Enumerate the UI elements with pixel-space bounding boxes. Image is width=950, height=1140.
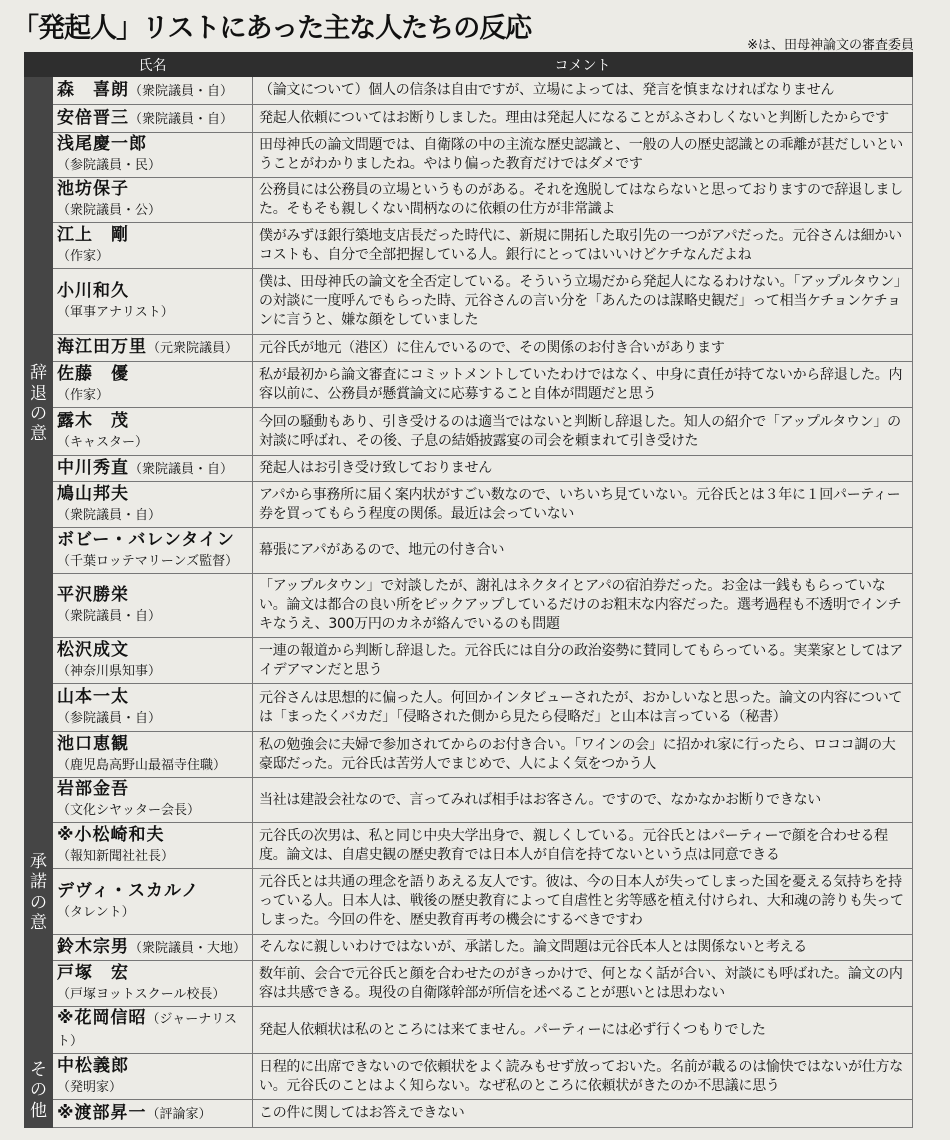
group-label-cell (25, 77, 53, 732)
group-label: そ の 他 (30, 1059, 47, 1121)
table-row (25, 935, 913, 961)
name-cell (53, 335, 253, 362)
table-body (25, 77, 913, 1128)
reactions-table-container (24, 52, 912, 1128)
table-row (25, 77, 913, 105)
name-cell (53, 684, 253, 732)
person-name: 池口恵観 (57, 733, 129, 754)
person-affiliation: （鹿児島高野山最福寺住職） (57, 757, 227, 773)
person-name: ※渡部昇一 (57, 1102, 147, 1123)
person-name: 鈴木宗男 (57, 936, 129, 957)
table-row (25, 105, 913, 133)
table-row (25, 684, 913, 732)
comment-cell: 今回の騒動もあり、引き受けるのは適当ではないと判断し辞退した。知人の紹介で「アップルタウン」の対談に呼ばれ、その後、子息の結婚披露宴の司会を頼まれて引き受けた (253, 408, 913, 456)
name-cell (53, 869, 253, 935)
person-name: ※花岡信昭 (57, 1008, 147, 1028)
comment-cell: 数年前、会合で元谷氏と顔を合わせたのがきっかけで、何となく話が合い、対談にも呼ばれた。論文の内容は共感できる。現役の自衛隊幹部が所信を述べることが悪いとは思わない (253, 961, 913, 1007)
comment-cell: 公務員には公務員の立場というものがある。それを逸脱してはならないと思っておりますので辞退しました。そもそも親しくない間柄なのに依頼の仕方が非常識よ (253, 178, 913, 223)
table-row (25, 335, 913, 362)
person-affiliation: （戸塚ヨットスクール校長） (57, 986, 226, 1002)
comment-cell: 私が最初から論文審査にコミットメントしていたわけではなく、中身に責任が持てないから辞退した。内容以前に、公務員が懸賞論文に応募すること自体が問題だと思う (253, 362, 913, 408)
person-affiliation: （キャスター） (57, 434, 149, 450)
name-cell (53, 105, 253, 133)
name-cell (53, 77, 253, 105)
article-title: 「発起人」リストにあった主な人たちの反応 (12, 13, 532, 44)
header-comment: コメント (253, 53, 913, 77)
person-affiliation: （ジャーナリスト） (57, 1012, 238, 1049)
person-affiliation: （衆院議員・公） (57, 203, 162, 218)
table-row (25, 456, 913, 482)
header-group (25, 53, 53, 77)
comment-cell: 発起人依頼状は私のところには来てません。パーティーには必ず行くつもりでした (253, 1007, 913, 1054)
table-row (25, 1007, 913, 1054)
comment-cell: 私の勉強会に夫婦で参加されてからのお付き合い。「ワインの会」に招かれ家に行ったら、ロココ調の大豪邸だった。元谷氏は苦労人でまじめで、人によく気をつかう人 (253, 732, 913, 778)
table-row (25, 869, 913, 935)
person-name: 森 喜朗 (57, 79, 129, 100)
table-row (25, 178, 913, 223)
person-affiliation: （衆院議員・自） (129, 83, 234, 99)
person-affiliation: （発明家） (57, 1079, 123, 1095)
person-name: 露木 茂 (57, 410, 129, 431)
name-cell (53, 638, 253, 684)
table-row (25, 778, 913, 823)
comment-cell: アパから事務所に届く案内状がすごい数なので、いちいち見ていない。元谷氏とは３年に１回パーティー券を買ってもらう程度の関係。最近は会っていない (253, 482, 913, 528)
person-affiliation: （軍事アナリスト） (57, 304, 174, 320)
comment-cell: 元谷さんは思想的に偏った人。何回かインタビューされたが、おかしいなと思った。論文の内容については「まったくバカだ」「侵略された側から見たら侵略だ」と山本は言っている（秘書） (253, 684, 913, 732)
person-name: ※小松崎和夫 (57, 824, 165, 845)
person-affiliation: （タレント） (57, 904, 135, 920)
name-cell (53, 935, 253, 961)
person-name: 山本一太 (57, 686, 129, 707)
table-row (25, 133, 913, 178)
name-cell (53, 456, 253, 482)
table-row (25, 482, 913, 528)
name-cell (53, 178, 253, 223)
group-label-cell (25, 732, 53, 1054)
name-cell (53, 1054, 253, 1100)
comment-cell: 田母神氏の論文問題では、自衛隊の中の主流な歴史認識と、一般の人の歴史認識との乖離が甚だしいということがわかりましたね。やはり偏った教育だけではダメです (253, 133, 913, 178)
name-cell (53, 482, 253, 528)
person-affiliation: （衆院議員・自） (57, 608, 162, 624)
person-name: 戸塚 宏 (57, 962, 129, 983)
person-name: 池坊保子 (57, 179, 129, 199)
name-cell (53, 408, 253, 456)
group-label: 辞 退 の 意 (30, 363, 47, 445)
comment-cell: 僕は、田母神氏の論文を全否定している。そういう立場だから発起人になるわけない。「アップルタウン」の対談に一度呼んでもらった時、元谷さんの言い分を「あんたのは謀略史観だ」って相当ケチョンケチョンに言うと、嫌な顔をしていました (253, 269, 913, 335)
table-row (25, 574, 913, 638)
person-affiliation: （作家） (57, 248, 110, 264)
name-cell (53, 133, 253, 178)
comment-cell: この件に関してはお答えできない (253, 1100, 913, 1128)
reactions-table (24, 52, 913, 1128)
name-cell (53, 574, 253, 638)
person-affiliation: （参院議員・自） (57, 710, 162, 726)
group-label: 承 諾 の 意 (30, 851, 47, 933)
person-name: 松沢成文 (57, 639, 129, 660)
table-row (25, 269, 913, 335)
comment-cell: 元谷氏が地元（港区）に住んでいるので、その関係のお付き合いがあります (253, 335, 913, 362)
table-row (25, 408, 913, 456)
person-affiliation: （衆院議員・自） (57, 507, 162, 523)
person-name: 中川秀直 (57, 457, 129, 478)
person-name: 鳩山邦夫 (57, 483, 129, 504)
name-cell (53, 223, 253, 269)
table-header-row (25, 53, 913, 77)
comment-cell: 「アップルタウン」で対談したが、謝礼はネクタイとアパの宿泊券だった。お金は一銭ももらっていない。論文は都合の良い所をピックアップしているだけのお粗末な内容だった。選考過程も不透明でインチキなうえ、300万円のカネが絡んでいるのも問題 (253, 574, 913, 638)
table-row (25, 638, 913, 684)
comment-cell: （論文について）個人の信条は自由ですが、立場によっては、発言を慎まなければなりません (253, 77, 913, 105)
person-affiliation: （衆院議員・自） (129, 461, 234, 477)
person-name: 安倍晋三 (57, 107, 129, 128)
person-name: ボビー・バレンタイン (57, 529, 235, 550)
person-name: 岩部金吾 (57, 779, 129, 799)
reviewer-note: ※は、田母神論文の審査委員 (747, 38, 914, 53)
name-cell (53, 362, 253, 408)
comment-cell: 当社は建設会社なので、言ってみれば相手はお客さん。ですので、なかなかお断りできない (253, 778, 913, 823)
person-name: 浅尾慶一郎 (57, 134, 147, 154)
person-name: 江上 剛 (57, 224, 129, 245)
table-row (25, 961, 913, 1007)
person-name: 中松義郎 (57, 1055, 129, 1076)
person-affiliation: （作家） (57, 387, 110, 403)
table-row (25, 362, 913, 408)
comment-cell: 僕がみずほ銀行築地支店長だった時代に、新規に開拓した取引先の一つがアパだった。元谷さんは細かいコストも、自分で全部把握している人。銀行にとってはいいけどケチなんだよね (253, 223, 913, 269)
person-affiliation: （衆院議員・自） (129, 111, 234, 127)
comment-cell: 日程的に出席できないので依頼状をよく読みもせず放っておいた。名前が載るのは愉快ではないが仕方ない。元谷氏のことはよく知らない。なぜ私のところに依頼状がきたのか不思議に思う (253, 1054, 913, 1100)
person-affiliation: （神奈川県知事） (57, 663, 162, 679)
name-cell (53, 823, 253, 869)
comment-cell: 一連の報道から判断し辞退した。元谷氏には自分の政治姿勢に賛同してもらっている。実業家としてはアイデアマンだと思う (253, 638, 913, 684)
name-cell (53, 778, 253, 823)
name-cell (53, 732, 253, 778)
comment-cell: 元谷氏とは共通の理念を語りあえる友人です。彼は、今の日本人が失ってしまった国を憂える気持ちを持っている人。日本人は、戦後の歴史教育によって自虐性と劣等感を植え付けられ、大和魂の誇りも失ってしまった。今回の件を、歴史教育再考の機会にするべきですわ (253, 869, 913, 935)
person-name: 海江田万里 (57, 337, 147, 357)
name-cell (53, 269, 253, 335)
comment-cell: 発起人依頼についてはお断りしました。理由は発起人になることがふさわしくないと判断したからです (253, 105, 913, 133)
table-row (25, 223, 913, 269)
table-row (25, 528, 913, 574)
person-name: 佐藤 優 (57, 363, 129, 384)
person-name: 平沢勝栄 (57, 584, 129, 605)
person-name: デヴィ・スカルノ (57, 880, 200, 901)
person-affiliation: （報知新聞社社長） (57, 848, 175, 864)
header-name: 氏名 (53, 53, 253, 77)
person-affiliation: （千葉ロッテマリーンズ監督） (57, 553, 239, 569)
table-row (25, 1100, 913, 1128)
comment-cell: 幕張にアパがあるので、地元の付き合い (253, 528, 913, 574)
table-row (25, 1054, 913, 1100)
person-affiliation: （元衆院議員） (147, 341, 239, 356)
person-affiliation: （参院議員・民） (57, 158, 162, 173)
name-cell (53, 1100, 253, 1128)
person-affiliation: （評論家） (146, 1106, 212, 1122)
table-row (25, 732, 913, 778)
person-affiliation: （文化シヤッター会長） (57, 803, 201, 818)
name-cell (53, 1007, 253, 1054)
name-cell (53, 961, 253, 1007)
person-name: 小川和久 (57, 280, 129, 301)
name-cell (53, 528, 253, 574)
group-label-cell (25, 1054, 53, 1128)
comment-cell: 元谷氏の次男は、私と同じ中央大学出身で、親しくしている。元谷氏とはパーティーで顔を合わせる程度。論文は、自虐史観の歴史教育では日本人が自信を持てないという点は同意できる (253, 823, 913, 869)
comment-cell: 発起人はお引き受け致しておりません (253, 456, 913, 482)
table-row (25, 823, 913, 869)
person-affiliation: （衆院議員・大地） (129, 940, 247, 956)
comment-cell: そんなに親しいわけではないが、承諾した。論文問題は元谷氏本人とは関係ないと考える (253, 935, 913, 961)
